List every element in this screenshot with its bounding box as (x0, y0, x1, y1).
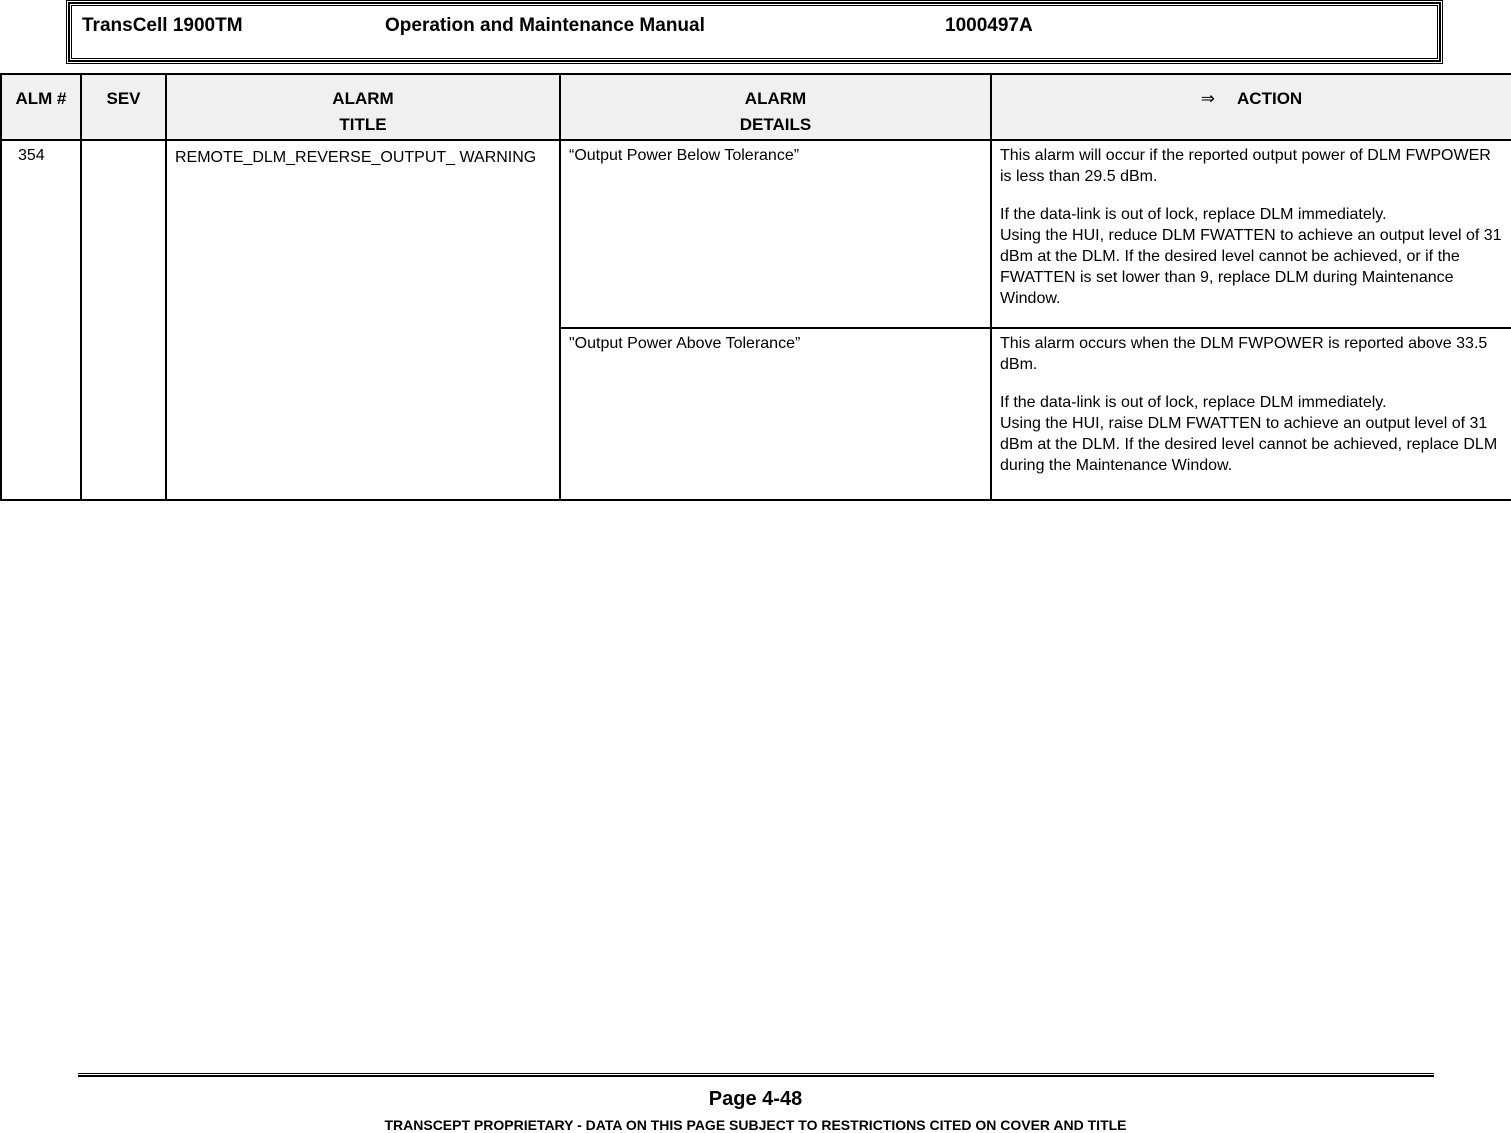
severity-value (82, 141, 165, 147)
alarm-title: REMOTE_DLM_REVERSE_OUTPUT_ WARNING (175, 149, 537, 166)
alarm-details-cell (560, 140, 991, 328)
col-alm-number (1, 74, 81, 140)
col-alarm-title (166, 74, 560, 140)
col-details-line2: DETAILS (739, 115, 812, 134)
table-row (1, 140, 1511, 328)
alarm-number-cell (1, 140, 81, 500)
header-product: TransCell 1900TM (82, 15, 243, 36)
severity-cell (81, 140, 166, 500)
action-paragraph: This alarm will occur if the reported output power of DLM FWPOWER is less than 29.5 dBm. (1000, 147, 1491, 185)
action-paragraph: If the data-link is out of lock, replace DLM immediately. (1000, 394, 1387, 411)
page-number: Page 4-48 (708, 1088, 803, 1110)
action-paragraph: This alarm occurs when the DLM FWPOWER is reported above 33.5 dBm. (1000, 335, 1488, 373)
action-paragraph: If the data-link is out of lock, replace DLM immediately. (1000, 206, 1387, 223)
proprietary-notice: TRANSCEPT PROPRIETARY - DATA ON THIS PAGE SUBJECT TO RESTRICTIONS CITED ON COVER AND TITLE (384, 1117, 1127, 1133)
col-sev-label: SEV (106, 89, 141, 108)
col-title-line2: TITLE (339, 115, 387, 134)
alarm-title-cell (166, 140, 560, 500)
alarm-details: "Output Power Above Tolerance” (569, 335, 801, 352)
footer-divider (78, 1073, 1434, 1077)
alarm-details-cell (560, 328, 991, 500)
alarm-details: “Output Power Below Tolerance” (569, 147, 800, 164)
col-severity (81, 74, 166, 140)
table-header-row (1, 74, 1511, 140)
col-action (991, 74, 1511, 140)
alarm-table (0, 73, 1511, 501)
col-title-line1: ALARM (332, 89, 394, 108)
alarm-number: 354 (18, 147, 45, 164)
action-cell (991, 328, 1511, 500)
col-alm-label: ALM # (15, 89, 67, 108)
header-doc-number: 1000497A (945, 15, 1033, 36)
action-paragraph: Using the HUI, raise DLM FWATTEN to achieve an output level of 31 dBm at the DLM. If the desired level cannot be achieved, replace DLM during the Maintenance Window. (1000, 415, 1498, 474)
header-inner-border (71, 5, 1438, 59)
header-manual-title: Operation and Maintenance Manual (385, 15, 705, 36)
arrow-icon: ⇒ (1200, 89, 1216, 108)
col-action-label: ACTION (1237, 89, 1303, 108)
action-paragraph: Using the HUI, reduce DLM FWATTEN to achieve an output level of 31 dBm at the DLM. If the desired level cannot be achieved, or if the FWATTEN is set lower than 9, replace DLM during Maintenance Window. (1000, 227, 1502, 307)
action-cell (991, 140, 1511, 328)
document-header (66, 0, 1443, 64)
col-alarm-details (560, 74, 991, 140)
col-details-line1: ALARM (744, 89, 807, 108)
